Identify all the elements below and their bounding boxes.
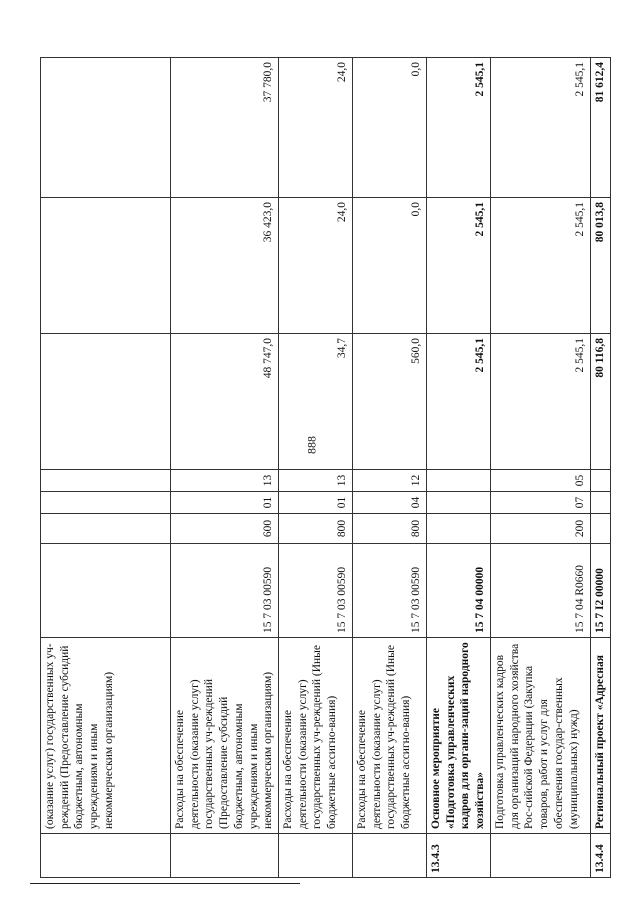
footer-rule <box>30 883 300 884</box>
cell-num: 13.4.3 <box>427 834 491 878</box>
cell-name: Расходы на обеспечение деятельности (оказание услуг) государственных уч-реждений (Предоставление субсидий бюджетным, автономным учреждениям и иным некоммерческим организациям) <box>171 638 279 834</box>
cell-num <box>353 834 427 878</box>
cell-num <box>41 834 171 878</box>
cell-sum1 <box>41 334 171 470</box>
cell-pr: 12 <box>353 470 427 492</box>
cell-vr <box>41 514 171 544</box>
cell-sum2 <box>41 198 171 334</box>
cell-sum1: 2 545,1 <box>427 334 491 470</box>
table-row <box>427 58 491 878</box>
table-body <box>41 58 611 878</box>
cell-num: 13.4.4 <box>591 834 611 878</box>
cell-vr: 800 <box>279 514 353 544</box>
cell-name: Региональный проект «Адресная <box>591 638 611 834</box>
cell-pr: 13 <box>171 470 279 492</box>
cell-csr: 15 7 03 00590 <box>353 544 427 638</box>
cell-sum1: 2 545,1 <box>491 334 591 470</box>
cell-pr <box>41 470 171 492</box>
cell-sum2: 2 545,1 <box>427 198 491 334</box>
cell-sum1: 560,0 <box>353 334 427 470</box>
cell-pr <box>427 470 491 492</box>
cell-vr: 200 <box>491 514 591 544</box>
cell-rz: 07 <box>491 492 591 514</box>
cell-sum3: 81 612,4 <box>591 58 611 198</box>
table-row <box>591 58 611 878</box>
cell-csr: 15 7 I2 00000 <box>591 544 611 638</box>
table-row <box>171 58 279 878</box>
cell-sum2: 2 545,1 <box>491 198 591 334</box>
cell-rz: 01 <box>171 492 279 514</box>
cell-sum3: 2 545,1 <box>427 58 491 198</box>
budget-table <box>40 57 611 878</box>
cell-name: Расходы на обеспечение деятельности (оказание услуг) государственных уч-реждений (Иные бюджетные ассигно-вания) <box>353 638 427 834</box>
cell-pr <box>591 470 611 492</box>
cell-vr: 600 <box>171 514 279 544</box>
cell-rz: 04 <box>353 492 427 514</box>
table-row <box>353 58 427 878</box>
rotated-table-wrapper <box>40 58 607 878</box>
cell-sum3: 37 780,0 <box>171 58 279 198</box>
cell-vr: 800 <box>353 514 427 544</box>
cell-sum3 <box>41 58 171 198</box>
cell-name: (оказание услуг) государственных уч-реждений (Предоставление субсидий бюджетным, автономным учреждениям и иным некоммерческим организациям) <box>41 638 171 834</box>
cell-sum3: 2 545,1 <box>491 58 591 198</box>
cell-pr: 05 <box>491 470 591 492</box>
cell-csr: 15 7 03 00590 <box>279 544 353 638</box>
cell-vr <box>427 514 491 544</box>
cell-name: Основное мероприятие «Подготовка управленческих кадров для органи-заций народного хозяйства» <box>427 638 491 834</box>
table-row <box>491 58 591 878</box>
cell-csr: 15 7 04 R0660 <box>491 544 591 638</box>
table-row <box>41 58 171 878</box>
table-row <box>279 58 353 878</box>
cell-rz <box>591 492 611 514</box>
cell-rz <box>427 492 491 514</box>
cell-sum1: 80 116,8 <box>591 334 611 470</box>
cell-sum3: 24,0 <box>279 58 353 198</box>
cell-num <box>171 834 279 878</box>
cell-csr <box>41 544 171 638</box>
cell-csr: 15 7 04 00000 <box>427 544 491 638</box>
cell-num <box>491 834 591 878</box>
cell-name: Подготовка управленческих кадров для организаций народного хозяйства Рос-сийской Федерации (Закупка товаров, работ и услуг для обеспечения государ-ственных (муниципальных) нужд) <box>491 638 591 834</box>
cell-sum3: 0,0 <box>353 58 427 198</box>
cell-name: Расходы на обеспечение деятельности (оказание услуг) государственных уч-реждений (Иные бюджетные ассигно-вания) <box>279 638 353 834</box>
cell-vr <box>591 514 611 544</box>
cell-sum1: 48 747,0 <box>171 334 279 470</box>
cell-pr: 13 <box>279 470 353 492</box>
cell-sum2: 0,0 <box>353 198 427 334</box>
cell-num <box>279 834 353 878</box>
cell-rz: 01 <box>279 492 353 514</box>
cell-sum2: 80 013,8 <box>591 198 611 334</box>
cell-sum2: 24,0 <box>279 198 353 334</box>
cell-rz <box>41 492 171 514</box>
cell-csr: 15 7 03 00590 <box>171 544 279 638</box>
cell-sum2: 36 423,0 <box>171 198 279 334</box>
cell-sum1: 34,7 <box>279 334 353 470</box>
